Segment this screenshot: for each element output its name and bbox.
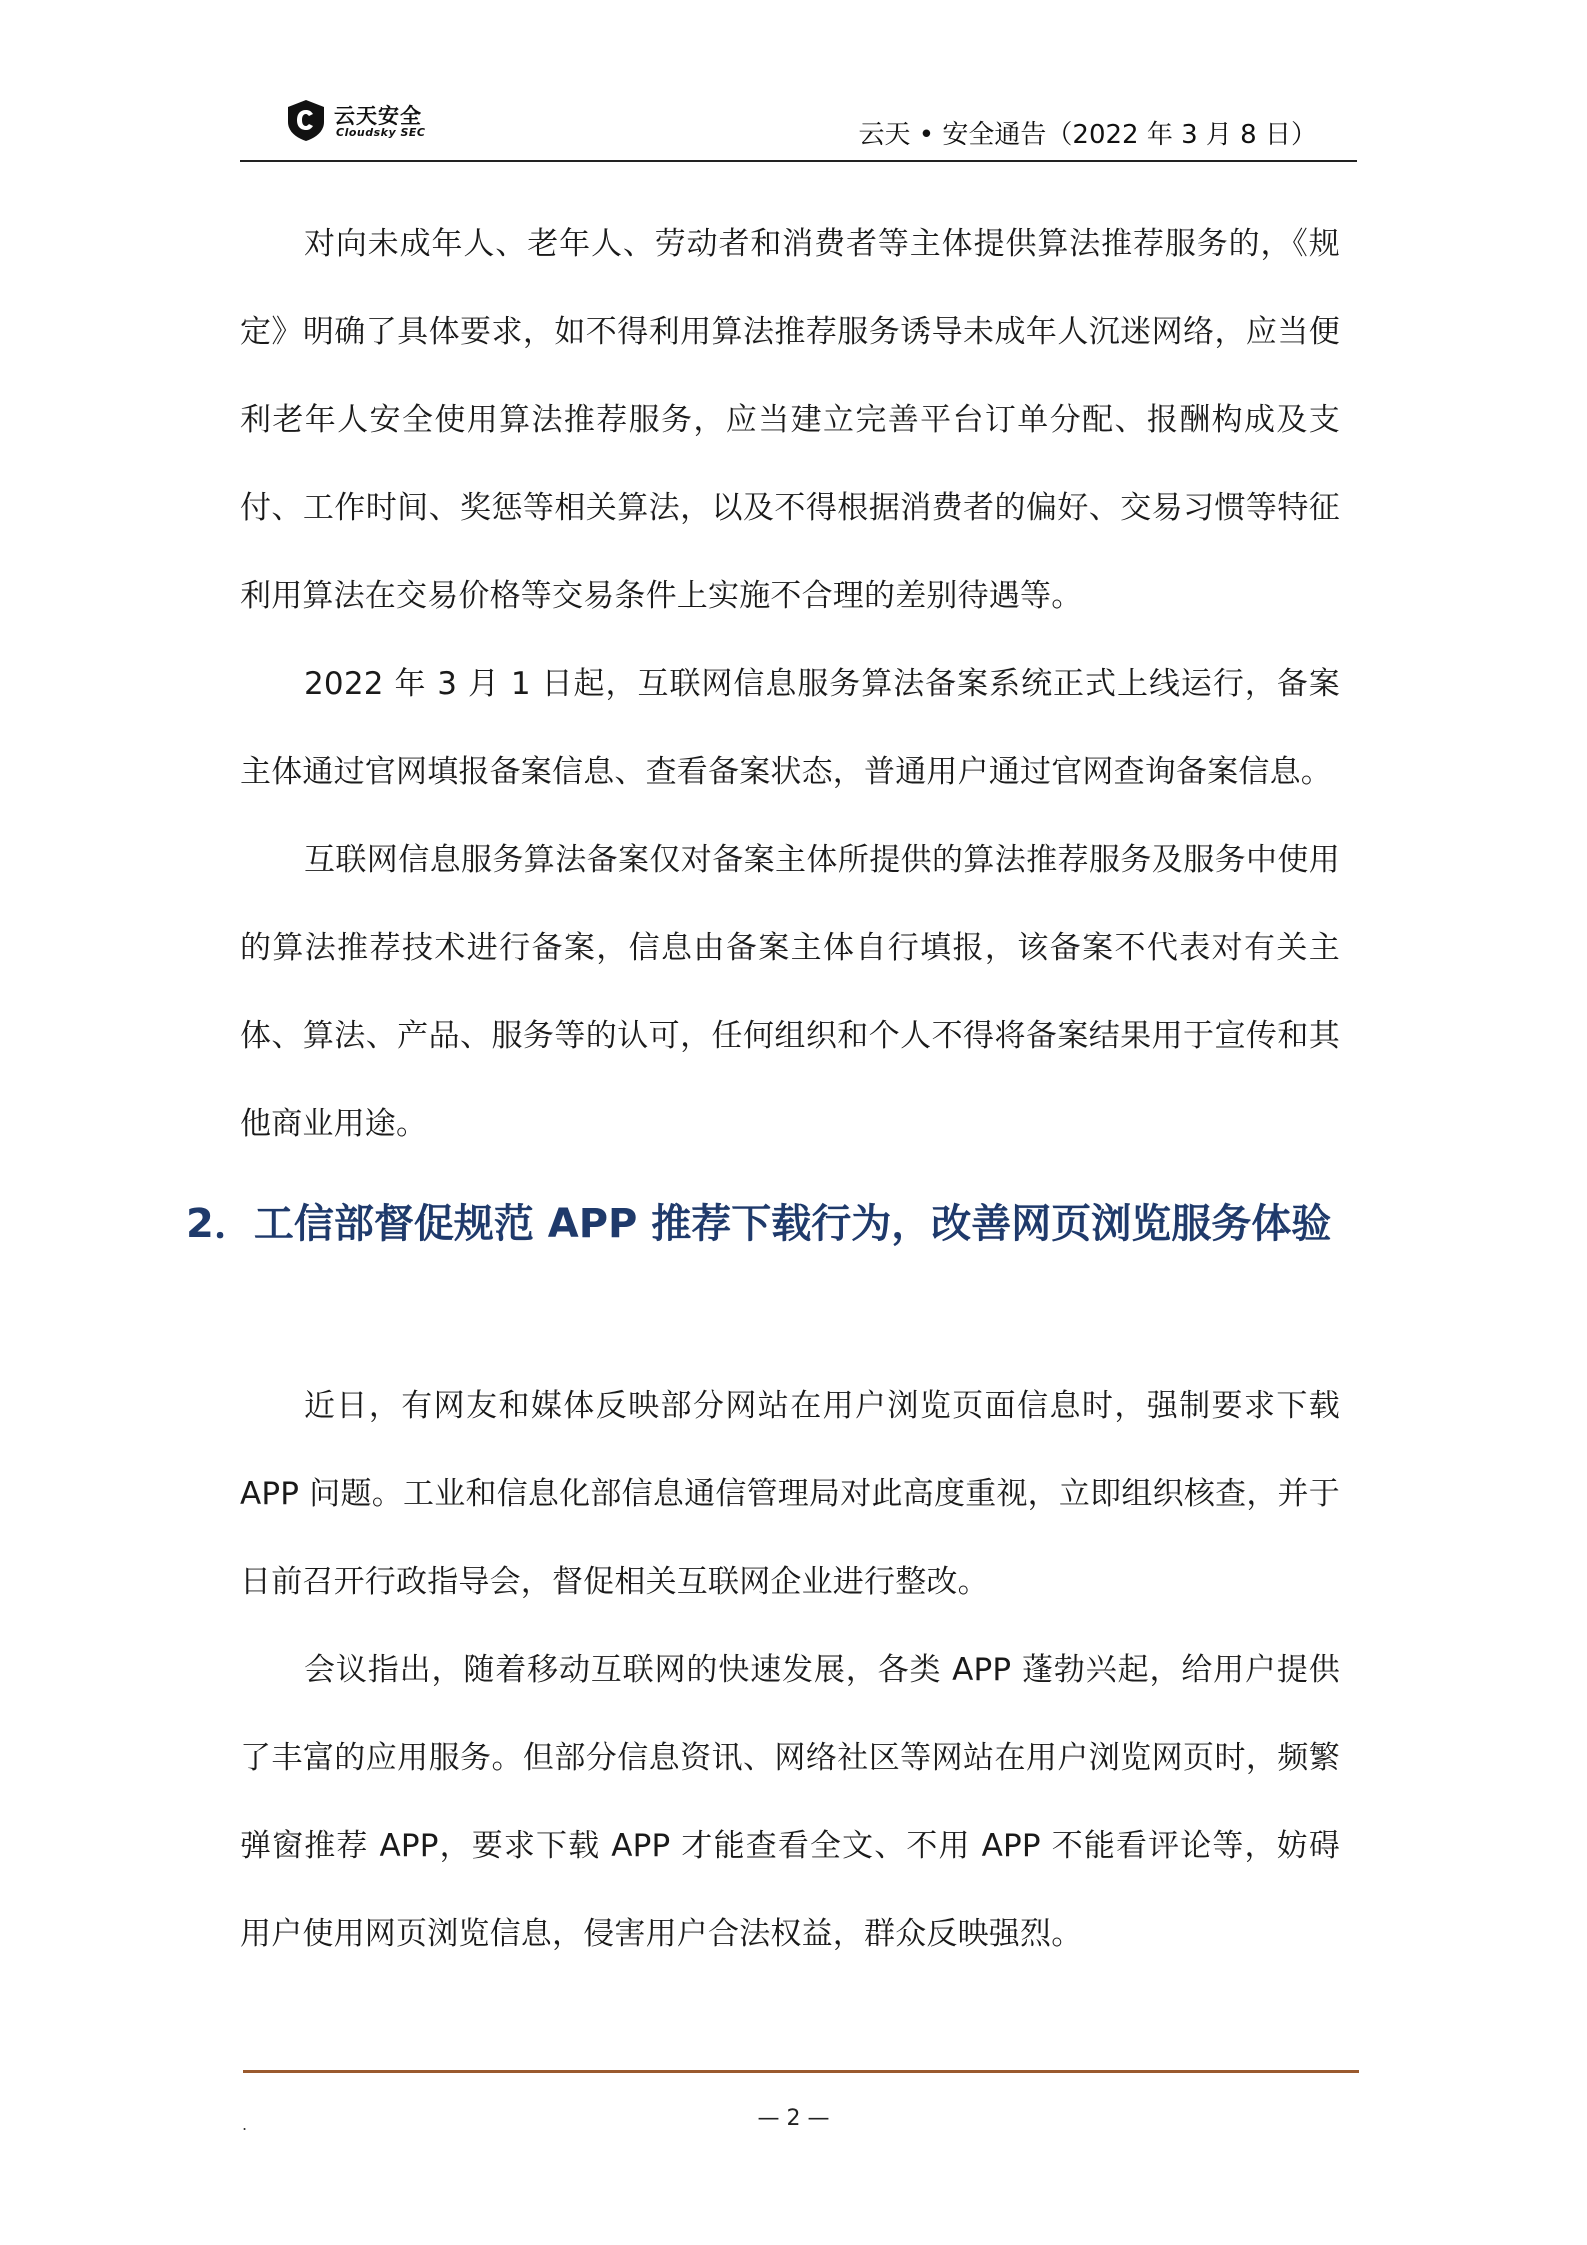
section-heading: 2．工信部督促规范 APP 推荐下载行为，改善网页浏览服务体验 bbox=[186, 1201, 1332, 1247]
paragraph: 近日，有网友和媒体反映部分网站在用户浏览页面信息时，强制要求下载 APP 问题。工业和信息化部信息通信管理局对此高度重视，立即组织核查，并于日前召开行政指导会，督促相关互联网企业进行整改。 bbox=[240, 1388, 1340, 1600]
company-logo bbox=[284, 98, 484, 146]
logo-text-cn: 云天安全 bbox=[334, 104, 422, 128]
paragraph: 互联网信息服务算法备案仅对备案主体所提供的算法推荐服务及服务中使用的算法推荐技术进行备案，信息由备案主体自行填报，该备案不代表对有关主体、算法、产品、服务等的认可，任何组织和个人不得将备案结果用于宣传和其他商业用途。 bbox=[240, 842, 1340, 1142]
body-text-bottom bbox=[240, 1362, 1340, 1978]
header-title: 云天 • 安全通告（2022 年 3 月 8 日） bbox=[858, 120, 1317, 150]
logo-text-en: Cloudsky SEC bbox=[336, 126, 426, 139]
paragraph: 对向未成年人、老年人、劳动者和消费者等主体提供算法推荐服务的，《规定》明确了具体要求，如不得利用算法推荐服务诱导未成年人沉迷网络，应当便利老年人安全使用算法推荐服务，应当建立完善平台订单分配、报酬构成及支付、工作时间、奖惩等相关算法，以及不得根据消费者的偏好、交易习惯等特征利用算法在交易价格等交易条件上实施不合理的差别待遇等。 bbox=[240, 226, 1340, 614]
page-header bbox=[240, 92, 1357, 162]
page-number: — 2 — bbox=[757, 2106, 830, 2131]
body-text-top bbox=[240, 200, 1340, 1168]
footer-dot: . bbox=[242, 2115, 248, 2134]
cloudsky-logo-icon bbox=[284, 98, 328, 142]
footer-divider bbox=[243, 2070, 1359, 2073]
paragraph: 2022 年 3 月 1 日起，互联网信息服务算法备案系统正式上线运行，备案主体通过官网填报备案信息、查看备案状态，普通用户通过官网查询备案信息。 bbox=[240, 666, 1340, 790]
paragraph: 会议指出，随着移动互联网的快速发展，各类 APP 蓬勃兴起，给用户提供了丰富的应用服务。但部分信息资讯、网络社区等网站在用户浏览网页时，频繁弹窗推荐 APP，要求下载 APP 才能查看全文、不用 APP 不能看评论等，妨碍用户使用网页浏览信息，侵害用户合法权益，群众反映强烈。 bbox=[240, 1652, 1340, 1952]
